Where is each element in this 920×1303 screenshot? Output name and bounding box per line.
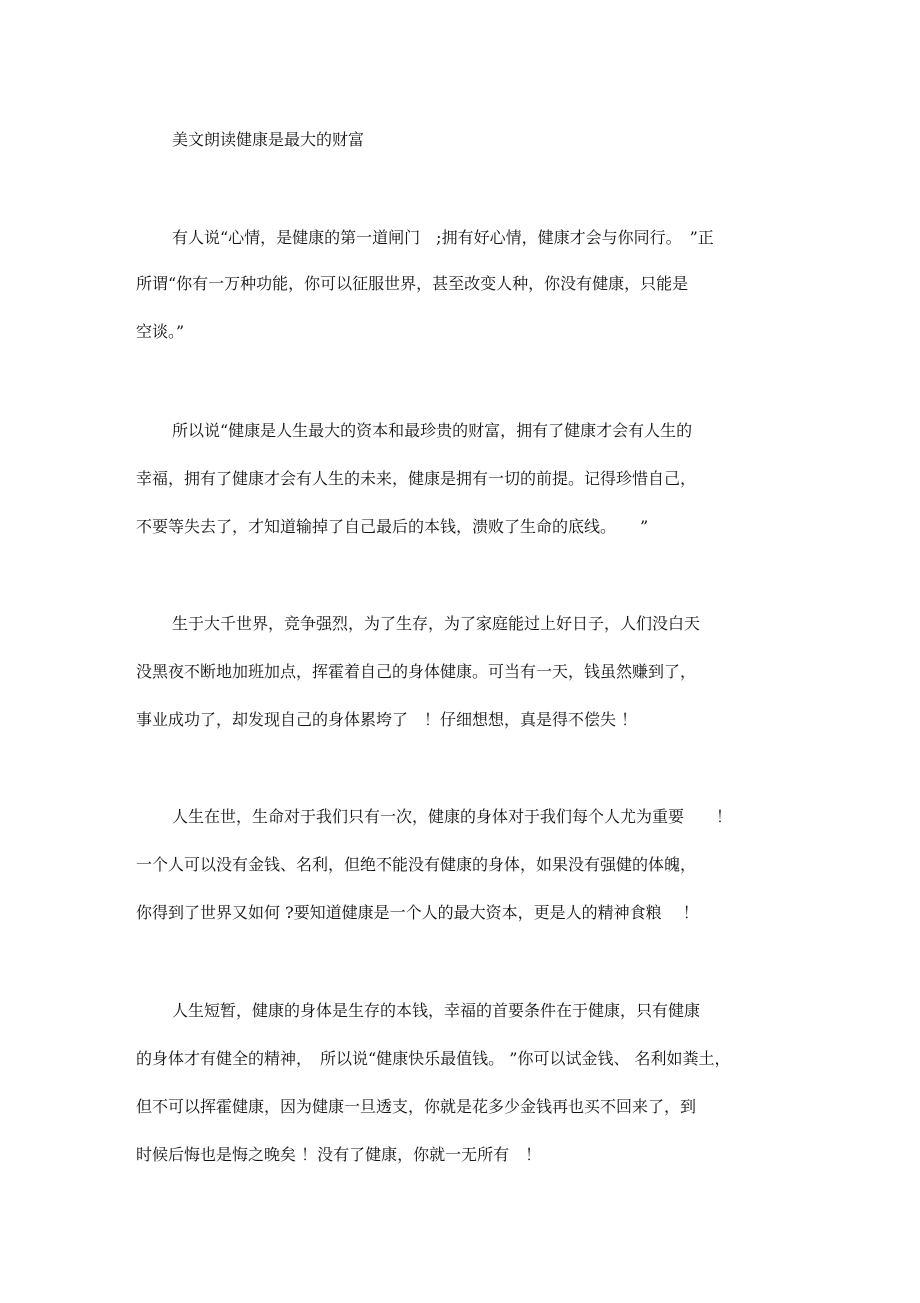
paragraph-5-line-1: 人生短暂，健康的身体是生存的本钱，幸福的首要条件在于健康，只有健康	[172, 1001, 701, 1020]
paragraph-2-line-2: 幸福，拥有了健康才会有人生的未来，健康是拥有一切的前提。记得珍惜自己，	[136, 469, 697, 488]
paragraph-2-line-3: 不要等失去了，才知道输掉了自己最后的本钱，溃败了生命的底线。 ”	[136, 517, 649, 536]
paragraph-2-line-1: 所以说“健康是人生最大的资本和最珍贵的财富，拥有了健康才会有人生的	[172, 421, 693, 440]
paragraph-4-line-3: 你得到了世界又如何 ?要知道健康是一个人的最大资本，更是人的精神食粮 ！	[136, 903, 699, 922]
paragraph-5-line-2: 的身体才有健全的精神， 所以说“健康快乐最值钱。 ”你可以试金钱、 名利如粪土，	[136, 1049, 731, 1068]
document-title: 美文朗读健康是最大的财富	[172, 130, 365, 149]
paragraph-4-line-2: 一个人可以没有金钱、名利，但绝不能没有健康的身体，如果没有强健的体魄，	[136, 855, 697, 874]
paragraph-3-line-2: 没黑夜不断地加班加点，挥霍着自己的身体健康。可当有一天，钱虽然赚到了，	[136, 662, 697, 681]
paragraph-1-line-2: 所谓“你有一万种功能，你可以征服世界，甚至改变人种，你没有健康，只能是	[136, 274, 689, 293]
paragraph-3-line-1: 生于大千世界，竞争强烈，为了生存，为了家庭能过上好日子，人们没白天	[172, 614, 701, 633]
paragraph-3-line-3: 事业成功了，却发现自己的身体累垮了 ！仔细想想，真是得不偿失 ！	[136, 710, 638, 729]
paragraph-1-line-1: 有人说“心情，是健康的第一道闸门 ;拥有好心情，健康才会与你同行。 ”正	[172, 228, 714, 247]
paragraph-5-line-3: 但不可以挥霍健康，因为健康一旦透支，你就是花多少金钱再也买不回来了，到	[136, 1097, 697, 1116]
paragraph-4-line-1: 人生在世，生命对于我们只有一次，健康的身体对于我们每个人尤为重要 ！	[172, 807, 733, 826]
paragraph-1-line-3: 空谈。”	[136, 322, 185, 341]
paragraph-5-line-4: 时候后悔也是悔之晚矣 ！没有了健康，你就一无所有 ！	[136, 1145, 542, 1164]
